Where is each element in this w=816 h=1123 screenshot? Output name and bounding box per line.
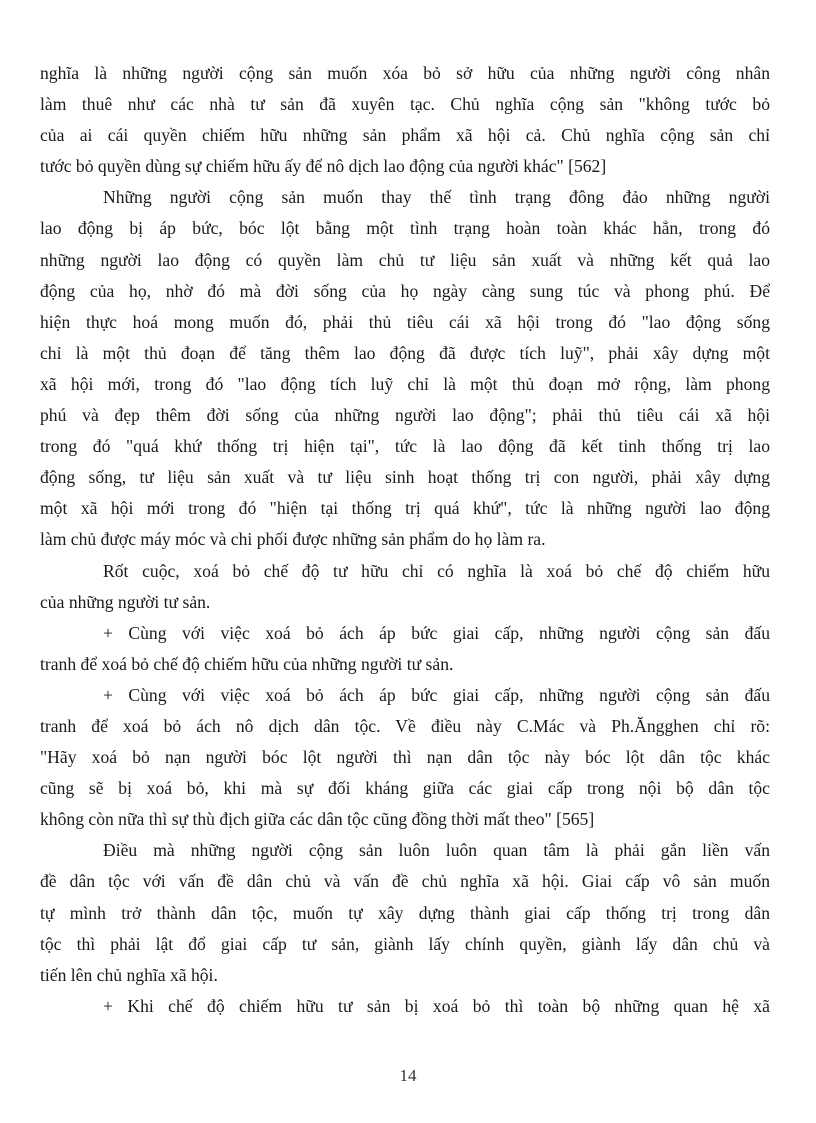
text-line: tộc thì phải lật đổ giai cấp tư sản, giành lấy chính quyền, giành lấy dân chủ và: [40, 933, 770, 954]
text-line: xã hội mới, trong đó "lao động tích luỹ chỉ là một thủ đoạn mở rộng, làm phong: [40, 373, 770, 394]
text-line: cũng sẽ bị xoá bỏ, khi mà sự đối kháng giữa các giai cấp trong nội bộ dân tộc: [40, 778, 770, 799]
text-line: Những người cộng sản muốn thay thế tình trạng đông đảo những người: [103, 187, 770, 208]
text-line: động của họ, nhờ đó mà đời sống của họ ngày càng sung túc và phong phú. Để: [40, 280, 770, 301]
text-line: động sống, tư liệu sản xuất và tư liệu sinh hoạt thống trị con người, phải xây dựng: [40, 467, 770, 488]
text-line: Điều mà những người cộng sản luôn luôn quan tâm là phải gắn liền vấn: [103, 840, 770, 861]
paragraph: [40, 680, 770, 835]
text-line: nghĩa là những người cộng sản muốn xóa bỏ sở hữu của những người công nhân: [40, 63, 770, 83]
text-line: tự mình trở thành dân tộc, muốn tự xây dựng thành giai cấp thống trị trong dân: [40, 902, 770, 923]
text-line: tiến lên chủ nghĩa xã hội.: [40, 964, 218, 985]
page-number: 14: [399, 1066, 417, 1085]
text-line: tước bỏ quyền dùng sự chiếm hữu ấy để nô dịch lao động của người khác" [562]: [40, 156, 607, 177]
text-line: một xã hội mới trong đó "hiện tại thống trị quá khứ", tức là những người lao động: [40, 498, 770, 519]
text-line: trong đó "quá khứ thống trị hiện tại", tức là lao động đã kết tinh thống trị lao: [40, 436, 770, 457]
text-line: không còn nữa thì sự thù địch giữa các dân tộc cũng đồng thời mất theo" [565]: [40, 809, 595, 830]
text-line: chỉ là một thủ đoạn để tăng thêm lao động đã được tích luỹ", phải xây dựng một: [40, 342, 770, 363]
paragraph: [40, 618, 770, 680]
document-body: [40, 58, 770, 1022]
paragraph: [40, 182, 770, 555]
text-line: + Khi chế độ chiếm hữu tư sản bị xoá bỏ thì toàn bộ những quan hệ xã: [103, 995, 770, 1016]
text-line: của những người tư sản.: [40, 591, 211, 612]
text-content: [40, 58, 770, 1022]
text-line: làm thuê như các nhà tư sản đã xuyên tạc. Chủ nghĩa cộng sản "không tước bỏ: [40, 94, 770, 115]
text-line: + Cùng với việc xoá bỏ ách áp bức giai cấp, những người cộng sản đấu: [103, 684, 770, 705]
text-line: Rốt cuộc, xoá bỏ chế độ tư hữu chỉ có nghĩa là xoá bỏ chế độ chiếm hữu: [103, 560, 770, 581]
paragraph: [40, 835, 770, 990]
paragraph: [40, 991, 770, 1022]
paragraph: [40, 556, 770, 618]
text-line: lao động bị áp bức, bóc lột bằng một tình trạng hoàn toàn khác hẳn, trong đó: [40, 218, 770, 239]
text-line: hiện thực hoá mong muốn đó, phải thủ tiêu cái xã hội trong đó "lao động sống: [40, 311, 770, 332]
text-line: những người lao động có quyền làm chủ tư liệu sản xuất và những kết quả lao: [40, 249, 770, 270]
text-line: phú và đẹp thêm đời sống của những người lao động"; phải thủ tiêu cái xã hội: [40, 405, 770, 426]
text-line: tranh để xoá bỏ chế độ chiếm hữu của những người tư sản.: [40, 653, 454, 674]
text-line: làm chủ được máy móc và chi phối được những sản phẩm do họ làm ra.: [40, 529, 546, 550]
text-line: "Hãy xoá bỏ nạn người bóc lột người thì nạn dân tộc này bóc lột dân tộc khác: [40, 747, 770, 768]
text-line: tranh để xoá bỏ ách nô dịch dân tộc. Về điều này C.Mác và Ph.Ăngghen chỉ rõ:: [40, 715, 770, 736]
paragraph: [40, 58, 770, 182]
text-line: + Cùng với việc xoá bỏ ách áp bức giai cấp, những người cộng sản đấu: [103, 622, 770, 643]
text-line: của ai cái quyền chiếm hữu những sản phẩm xã hội cả. Chủ nghĩa cộng sản chỉ: [40, 125, 770, 146]
text-line: đề dân tộc với vấn đề dân chủ và vấn đề chủ nghĩa xã hội. Giai cấp vô sản muốn: [40, 871, 770, 892]
